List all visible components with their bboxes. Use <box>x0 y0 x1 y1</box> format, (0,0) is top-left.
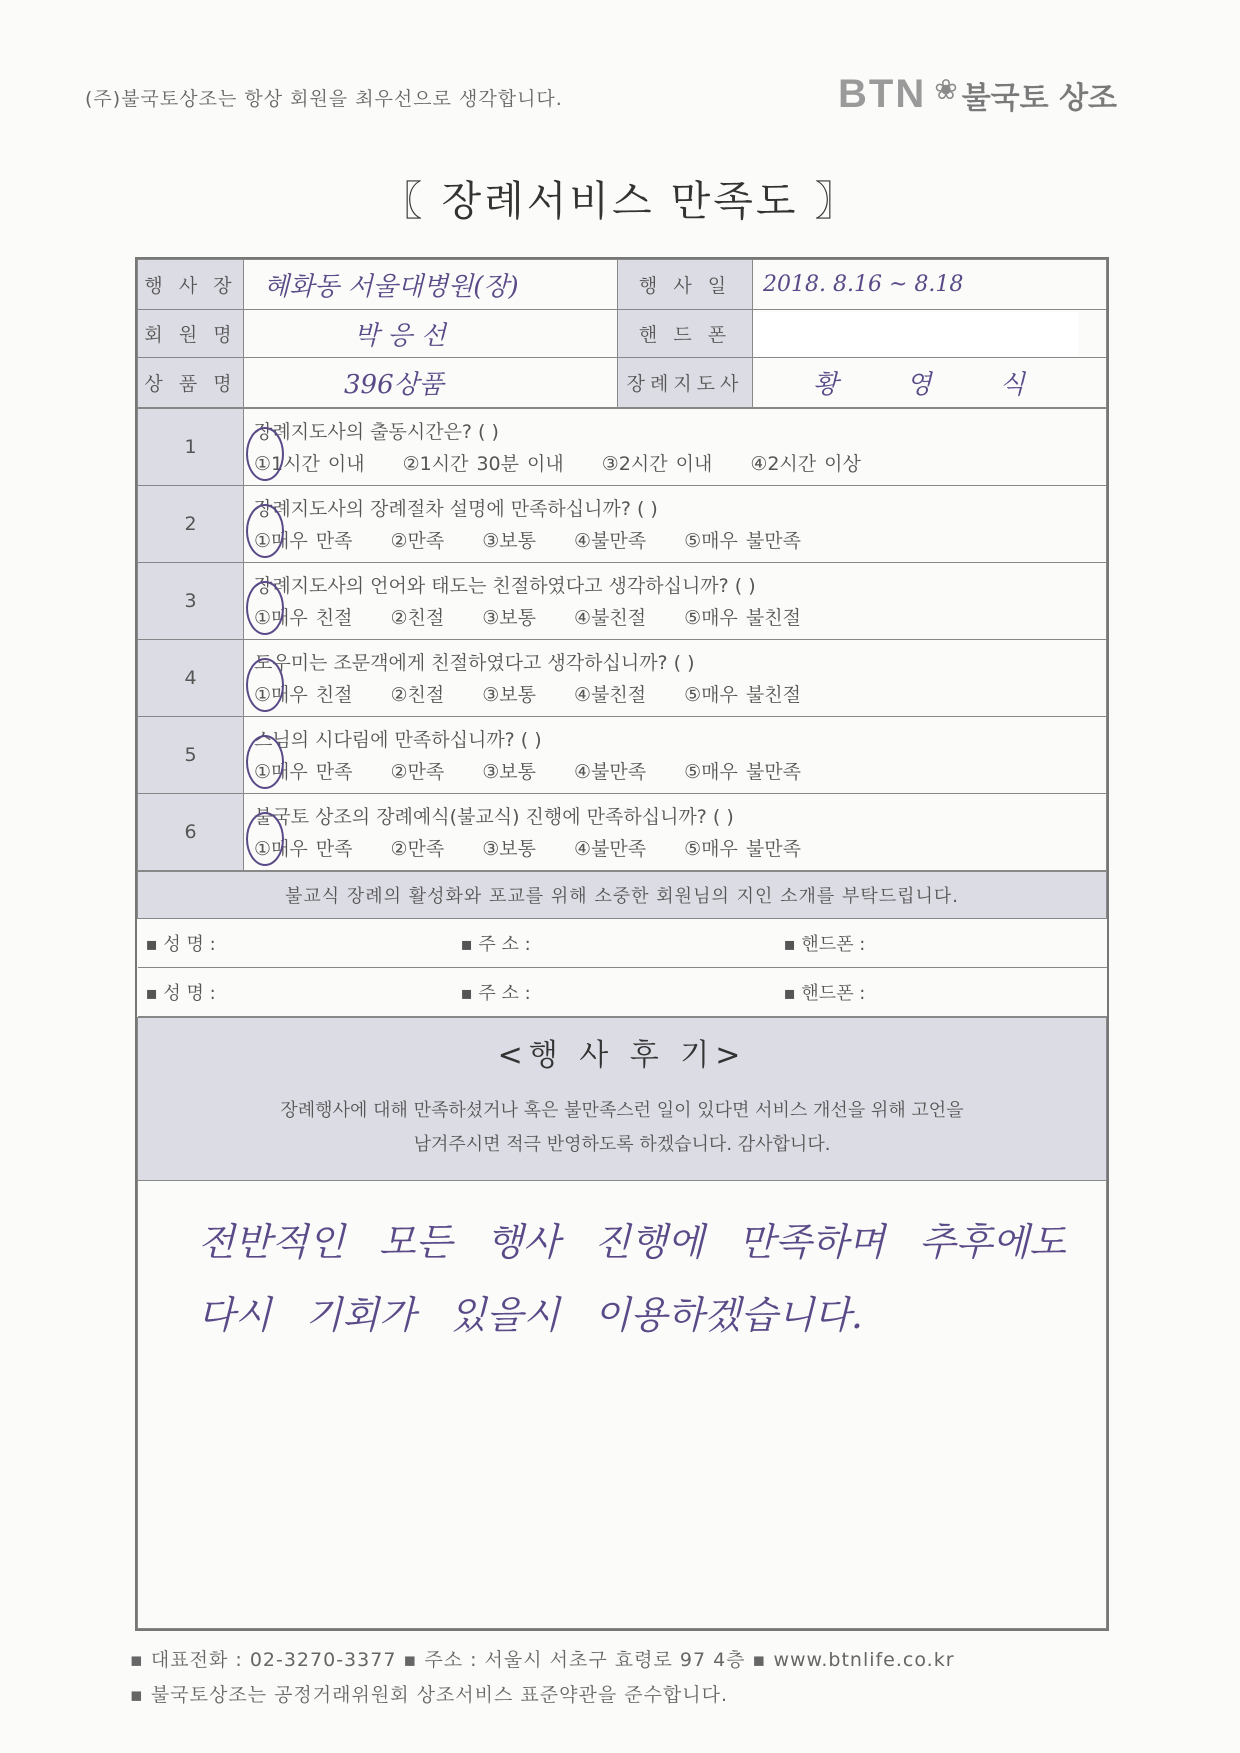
option-choice[interactable]: ①매우 만족 <box>254 837 353 860</box>
member-label: 회 원 명 <box>138 310 244 358</box>
option-choice[interactable]: ②만족 <box>390 529 445 552</box>
question-cell <box>244 409 1107 486</box>
question-number: 6 <box>138 794 244 871</box>
footer-contact: ▪ 대표전화 : 02-3270-3377 ▪ 주소 : 서울시 서초구 효령로 97 4층 ▪ www.btnlife.co.kr <box>130 1649 955 1671</box>
question-row <box>138 486 1107 563</box>
option-choice[interactable]: ⑤매우 불만족 <box>684 837 801 860</box>
member-value[interactable]: 박 응 선 <box>244 310 618 358</box>
review-description-line1: 장례행사에 대해 만족하셨거나 혹은 불만족스런 일이 있다면 서비스 개선을 위해 고언을 <box>280 1100 964 1121</box>
referral-address-label[interactable]: ▪ 주 소 : <box>460 983 531 1004</box>
question-number: 3 <box>138 563 244 640</box>
question-options <box>244 601 1106 636</box>
review-text-line2: 다시 기회가 있을시 이용하겠습니다. <box>198 1293 863 1337</box>
phone-redacted-box <box>753 312 1078 356</box>
option-choice[interactable]: ③보통 <box>482 606 536 629</box>
director-value[interactable]: 황 영 식 <box>753 358 1107 408</box>
phone-value[interactable] <box>753 310 1107 358</box>
option-choice[interactable]: ③보통 <box>482 529 536 552</box>
question-text: 장례지도사의 언어와 태도는 친절하였다고 생각하십니까? ( ) <box>254 574 756 597</box>
question-options <box>244 755 1106 790</box>
review-text-line1: 전반적인 모든 행사 진행에 만족하며 추후에도 <box>198 1220 1066 1264</box>
question-row <box>138 794 1107 871</box>
question-cell <box>244 640 1107 717</box>
review-header <box>138 1018 1107 1181</box>
selected-answer-circle <box>246 504 284 558</box>
product-value[interactable]: 396상품 <box>244 358 618 408</box>
question-options <box>244 678 1106 713</box>
referral-table <box>137 871 1107 1017</box>
option-choice[interactable]: ⑤매우 불친절 <box>684 683 801 706</box>
info-table <box>137 259 1107 408</box>
referral-name-label[interactable]: ▪ 성 명 : <box>145 934 216 955</box>
venue-label: 행 사 장 <box>138 260 244 310</box>
option-choice[interactable]: ②친절 <box>390 683 445 706</box>
review-textarea[interactable] <box>138 1181 1107 1629</box>
date-label: 행 사 일 <box>618 260 753 310</box>
option-choice[interactable]: ①매우 친절 <box>254 606 353 629</box>
question-number: 5 <box>138 717 244 794</box>
venue-value[interactable]: 혜화동 서울대병원(장) <box>244 260 618 310</box>
review-description-line2: 남겨주시면 적극 반영하도록 하겠습니다. 감사합니다. <box>413 1134 831 1155</box>
selected-answer-circle <box>246 658 284 712</box>
referral-phone-label[interactable]: ▪ 핸드폰 : <box>783 934 866 955</box>
question-cell <box>244 563 1107 640</box>
question-text: 도우미는 조문객에게 친절하였다고 생각하십니까? ( ) <box>254 651 695 674</box>
option-choice[interactable]: ①매우 만족 <box>254 760 353 783</box>
logo-btn-text: BTN <box>838 72 927 116</box>
review-table <box>137 1017 1107 1629</box>
director-label: 장례지도사 <box>618 358 753 408</box>
header-tagline: (주)불국토상조는 항상 회원을 최우선으로 생각합니다. <box>85 88 563 110</box>
question-cell <box>244 794 1107 871</box>
option-choice[interactable]: ③보통 <box>482 683 536 706</box>
footer-notice: ▪ 불국토상조는 공정거래위원회 상조서비스 표준약관을 준수합니다. <box>130 1684 729 1706</box>
question-row <box>138 640 1107 717</box>
phone-label: 핸 드 폰 <box>618 310 753 358</box>
lotus-icon: ❀ <box>934 73 958 106</box>
page-title: 〖 장례서비스 만족도 〗 <box>381 177 859 225</box>
selected-answer-circle <box>246 427 284 481</box>
survey-form <box>135 257 1109 1631</box>
referral-row-2 <box>138 968 1107 1017</box>
option-choice[interactable]: ②친절 <box>390 606 445 629</box>
referral-banner: 불교식 장례의 활성화와 포교를 위해 소중한 회원님의 지인 소개를 부탁드립니다. <box>138 872 1107 919</box>
option-choice[interactable]: ①매우 만족 <box>254 529 353 552</box>
option-choice[interactable]: ④2시간 이상 <box>750 452 861 475</box>
question-options <box>244 447 1106 482</box>
question-text: 스님의 시다림에 만족하십니까? ( ) <box>254 728 542 751</box>
option-choice[interactable]: ④불친절 <box>574 606 647 629</box>
question-number: 2 <box>138 486 244 563</box>
option-choice[interactable]: ⑤매우 불친절 <box>684 606 801 629</box>
question-text: 장례지도사의 출동시간은? ( ) <box>254 420 499 443</box>
option-choice[interactable]: ⑤매우 불만족 <box>684 529 801 552</box>
question-number: 4 <box>138 640 244 717</box>
selected-answer-circle <box>246 735 284 789</box>
option-choice[interactable]: ①1시간 이내 <box>254 452 365 475</box>
selected-answer-circle <box>246 812 284 866</box>
question-text: 불국토 상조의 장례예식(불교식) 진행에 만족하십니까? ( ) <box>254 805 734 828</box>
date-value[interactable]: 2018. 8.16 ~ 8.18 <box>753 260 1107 310</box>
option-choice[interactable]: ②만족 <box>390 837 445 860</box>
referral-row-1 <box>138 919 1107 968</box>
option-choice[interactable]: ②만족 <box>390 760 445 783</box>
option-choice[interactable]: ②1시간 30분 이내 <box>402 452 564 475</box>
question-options <box>244 832 1106 867</box>
option-choice[interactable]: ④불친절 <box>574 683 647 706</box>
referral-address-label[interactable]: ▪ 주 소 : <box>460 934 531 955</box>
option-choice[interactable]: ④불만족 <box>574 760 647 783</box>
referral-phone-label[interactable]: ▪ 핸드폰 : <box>783 983 866 1004</box>
question-options <box>244 524 1106 559</box>
option-choice[interactable]: ③2시간 이내 <box>601 452 713 475</box>
referral-name-label[interactable]: ▪ 성 명 : <box>145 983 216 1004</box>
logo-company-name: 불국토 상조 <box>961 80 1118 116</box>
question-row <box>138 409 1107 486</box>
question-cell <box>244 486 1107 563</box>
questions-table <box>137 408 1107 871</box>
question-row <box>138 563 1107 640</box>
question-text: 장례지도사의 장례절차 설명에 만족하십니까? ( ) <box>254 497 658 520</box>
question-number: 1 <box>138 409 244 486</box>
option-choice[interactable]: ①매우 친절 <box>254 683 353 706</box>
question-cell <box>244 717 1107 794</box>
question-row <box>138 717 1107 794</box>
company-logo <box>838 72 1117 117</box>
option-choice[interactable]: ③보통 <box>482 837 536 860</box>
product-label: 상 품 명 <box>138 358 244 408</box>
option-choice[interactable]: ⑤매우 불만족 <box>684 760 801 783</box>
review-heading: <행 사 후 기> <box>497 1038 747 1073</box>
option-choice[interactable]: ④불만족 <box>574 837 647 860</box>
option-choice[interactable]: ④불만족 <box>574 529 647 552</box>
option-choice[interactable]: ③보통 <box>482 760 536 783</box>
selected-answer-circle <box>246 581 284 635</box>
